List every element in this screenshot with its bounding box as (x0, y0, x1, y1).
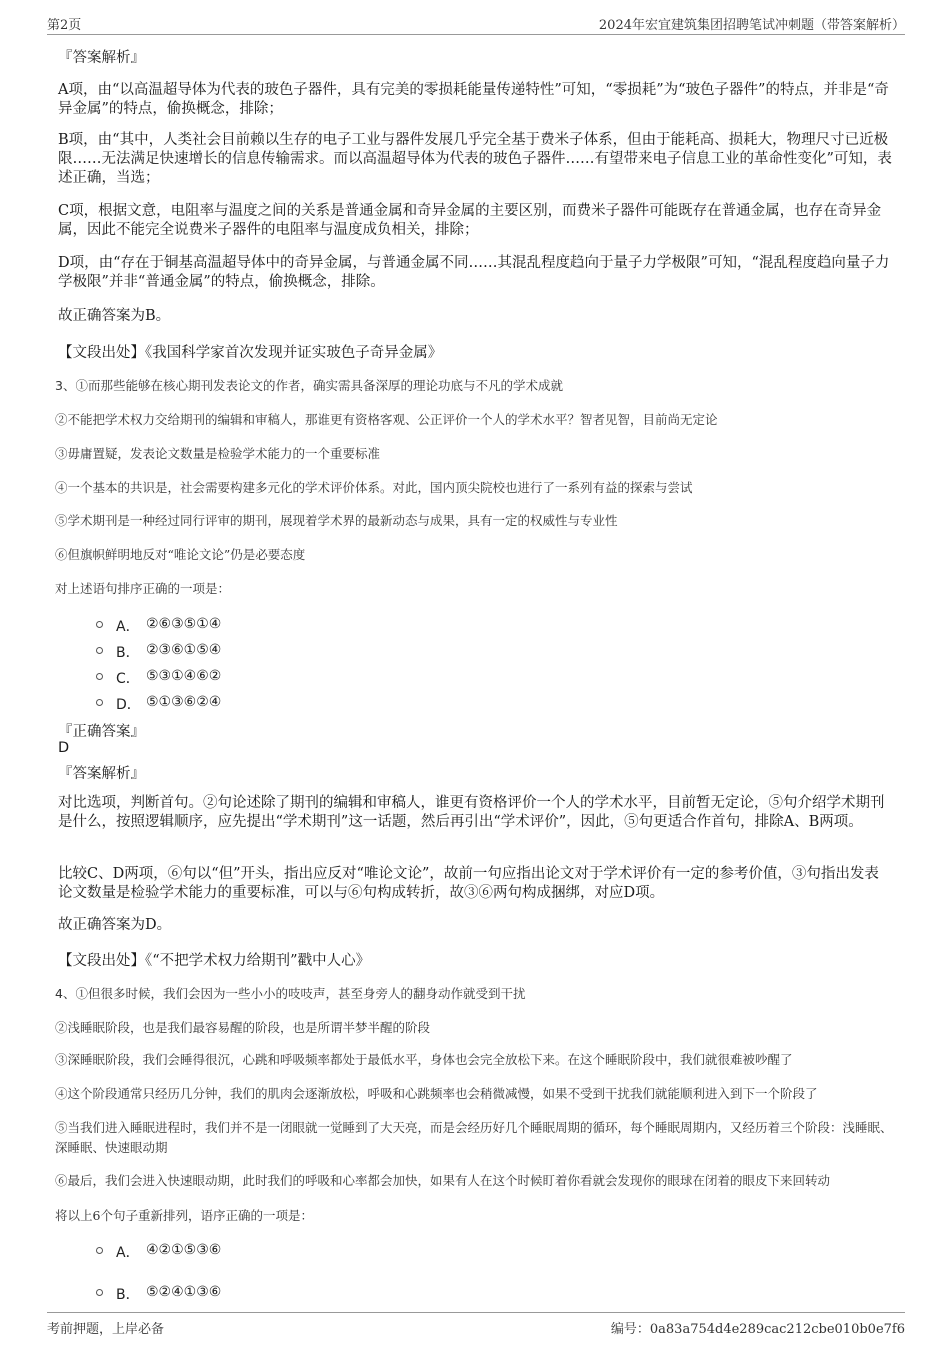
q2-analysis-label: 『答案解析』 (58, 50, 145, 66)
q2-conclusion: 故正确答案为B。 (58, 308, 171, 324)
q2-analysis-b: B项，由“其中，人类社会目前赖以生存的电子工业与器件发展几乎完全基于费米子体系，但由于能耗高、损耗大，物理尺寸已近极限……无法满足快速增长的信息传输需求。而以高温超导体为代表的玻色子器件……有望带来电子信息工业的革命性变化”可知，表述正确，当选； (58, 132, 892, 186)
q4-sentence-5: ⑤当我们进入睡眠进程时，我们并不是一闭眼就一觉睡到了大天亮，而是会经历好几个睡眠周期的循环，每个睡眠周期内，又经历着三个阶段：浅睡眠、深睡眠、快速眼动期 (55, 1120, 893, 1155)
q4-number: 4、 (55, 986, 76, 1001)
q2-analysis-a: A项，由“以高温超导体为代表的玻色子器件，具有完美的零损耗能量传递特性”可知，“零损耗”为“玻色子器件”的特点，并非是“奇异金属”的特点，偷换概念，排除； (58, 82, 889, 117)
radio-icon[interactable] (96, 621, 103, 628)
q4-sentence-2: ②浅睡眠阶段，也是我们最容易醒的阶段，也是所谓半梦半醒的阶段 (55, 1020, 431, 1035)
document-code: 编号：0a83a754d4e289cac212cbe010b0e7f6 (610, 1322, 905, 1337)
q3-conclusion: 故正确答案为D。 (58, 917, 172, 933)
document-title: 2024年宏宜建筑集团招聘笔试冲刺题（带答案解析） (598, 18, 905, 33)
footer-slogan: 考前押题，上岸必备 (47, 1322, 165, 1337)
radio-icon[interactable] (96, 1247, 103, 1254)
q3-prompt: 对上述语句排序正确的一项是： (55, 581, 231, 596)
q4-sentence-6: ⑥最后，我们会进入快速眼动期，此时我们的呼吸和心率都会加快，如果有人在这个时候盯着你看就会发现你的眼球在闭着的眼皮下来回转动 (55, 1173, 831, 1188)
q3-analysis-2: 比较C、D两项，⑥句以“但”开头，指出应反对“唯论文论”，故前一句应指出论文对于学术评价有一定的参考价值，③句指出发表论文数量是检验学术能力的重要标准，可以与⑥句构成转折，故③⑥两句构成捆绑，对应D项。 (58, 866, 879, 901)
q3-sentence-2: ②不能把学术权力交给期刊的编辑和审稿人，那谁更有资格客观、公正评价一个人的学术水平？智者见智，目前尚无定论 (55, 412, 718, 427)
q2-source: 【文段出处】《我国科学家首次发现并证实玻色子奇异金属》 (58, 345, 443, 361)
page-footer (47, 1312, 905, 1338)
q3-analysis-1: 对比选项，判断首句。②句论述除了期刊的编辑和审稿人，谁更有资格评价一个人的学术水平，目前暂无定论，⑤句介绍学术期刊是什么，按照逻辑顺序，应先提出“学术期刊”这一话题，然后再引出“学术评价”，因此，⑤句更适合作首句，排除A、B两项。 (58, 795, 885, 830)
q2-analysis-d: D项，由“存在于铜基高温超导体中的奇异金属，与普通金属不同……其混乱程度趋向于量子力学极限”可知，“混乱程度趋向量子力学极限”并非“普通金属”的特点，偷换概念，排除。 (58, 255, 890, 290)
q3-sentence-6: ⑥但旗帜鲜明地反对“唯论文论”仍是必要态度 (55, 547, 306, 562)
radio-icon[interactable] (96, 699, 103, 706)
radio-icon[interactable] (96, 673, 103, 680)
q3-sentence-5: ⑤学术期刊是一种经过同行评审的期刊，展现着学术界的最新动态与成果，具有一定的权威性与专业性 (55, 513, 618, 528)
radio-icon[interactable] (96, 1289, 103, 1296)
q4-prompt: 将以上6个句子重新排列，语序正确的一项是： (55, 1208, 313, 1223)
q3-answer-label: 『正确答案』 (58, 724, 145, 740)
q4-sentence-3: ③深睡眠阶段，我们会睡得很沉，心跳和呼吸频率都处于最低水平，身体也会完全放松下来。在这个睡眠阶段中，我们就很难被吵醒了 (55, 1052, 793, 1067)
q4-sentence-1: 4、①但很多时候，我们会因为一些小小的吱吱声，甚至身旁人的翻身动作就受到干扰 (55, 986, 526, 1001)
q3-analysis-label: 『答案解析』 (58, 766, 145, 782)
q2-analysis-c: C项，根据文意，电阻率与温度之间的关系是普通金属和奇异金属的主要区别，而费米子器件可能既存在普通金属，也存在奇异金属，因此不能完全说费米子器件的电阻率与温度成负相关，排除； (58, 203, 882, 238)
q3-sentence-1: 3、①而那些能够在核心期刊发表论文的作者，确实需具备深厚的理论功底与不凡的学术成就 (55, 378, 563, 393)
q4-sentence-4: ④这个阶段通常只经历几分钟，我们的肌肉会逐渐放松，呼吸和心跳频率也会稍微减慢，如果不受到干扰我们就能顺利进入到下一个阶段了 (55, 1086, 818, 1101)
q3-sentence-3: ③毋庸置疑，发表论文数量是检验学术能力的一个重要标准 (55, 446, 381, 461)
radio-icon[interactable] (96, 647, 103, 654)
q3-source: 【文段出处】《“不把学术权力给期刊”戳中人心》 (58, 953, 371, 969)
q3-number: 3、 (55, 378, 76, 393)
page-number: 第2页 (47, 18, 82, 33)
page-header (47, 12, 905, 35)
q3-sentence-4: ④一个基本的共识是，社会需要构建多元化的学术评价体系。对此，国内顶尖院校也进行了一系列有益的探索与尝试 (55, 480, 693, 495)
q3-answer: D (58, 740, 70, 756)
